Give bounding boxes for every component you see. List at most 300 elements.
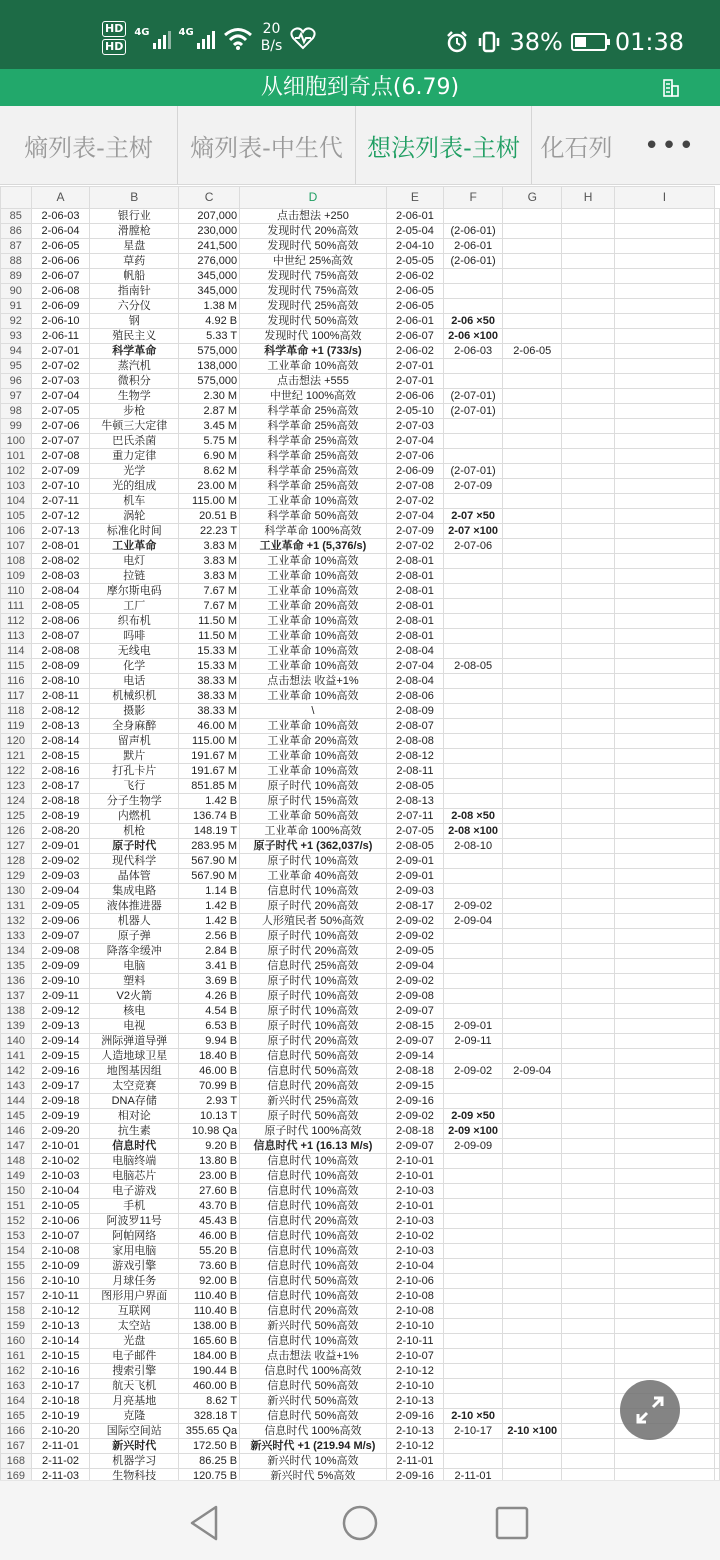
row-number[interactable]: 115 [1, 659, 32, 674]
cell-i[interactable] [614, 449, 714, 464]
cell-c[interactable]: 3.83 M [179, 539, 240, 554]
cell-b[interactable]: 重力定律 [90, 449, 179, 464]
cell-c[interactable]: 110.40 B [179, 1289, 240, 1304]
cell-h[interactable] [562, 1049, 614, 1064]
cell-empty[interactable] [715, 1469, 720, 1481]
cell-d[interactable]: 工业革命 10%高效 [240, 644, 387, 659]
cell-a[interactable]: 2-08-09 [31, 659, 90, 674]
cell-a[interactable]: 2-08-17 [31, 779, 90, 794]
cell-b[interactable]: 图形用户界面 [90, 1289, 179, 1304]
cell-h[interactable] [562, 1169, 614, 1184]
cell-g[interactable] [503, 479, 562, 494]
cell-c[interactable]: 3.83 M [179, 569, 240, 584]
cell-b[interactable]: 科学革命 [90, 344, 179, 359]
cell-a[interactable]: 2-07-04 [31, 389, 90, 404]
row-number[interactable]: 119 [1, 719, 32, 734]
table-row[interactable] [1, 1439, 720, 1454]
row-number[interactable]: 153 [1, 1229, 32, 1244]
cell-empty[interactable] [715, 1094, 720, 1109]
table-row[interactable] [1, 989, 720, 1004]
cell-i[interactable] [614, 1469, 714, 1481]
cell-g[interactable] [503, 1109, 562, 1124]
cell-g[interactable] [503, 689, 562, 704]
cell-e[interactable]: 2-08-11 [386, 764, 443, 779]
cell-a[interactable]: 2-10-13 [31, 1319, 90, 1334]
cell-c[interactable]: 575,000 [179, 344, 240, 359]
cell-empty[interactable] [715, 869, 720, 884]
cell-empty[interactable] [715, 1424, 720, 1439]
cell-i[interactable] [614, 869, 714, 884]
cell-h[interactable] [562, 1229, 614, 1244]
row-number[interactable]: 161 [1, 1349, 32, 1364]
cell-f[interactable] [444, 1169, 503, 1184]
tab-entropy-mesozoic[interactable]: 熵列表-中生代 [178, 106, 356, 185]
cell-g[interactable] [503, 269, 562, 284]
cell-f[interactable] [444, 599, 503, 614]
cell-b[interactable]: 电子游戏 [90, 1184, 179, 1199]
table-row[interactable] [1, 1364, 720, 1379]
cell-a[interactable]: 2-07-01 [31, 344, 90, 359]
cell-d[interactable]: 原子时代 15%高效 [240, 794, 387, 809]
cell-a[interactable]: 2-10-18 [31, 1394, 90, 1409]
cell-h[interactable] [562, 329, 614, 344]
cell-i[interactable] [614, 1214, 714, 1229]
table-row[interactable] [1, 644, 720, 659]
cell-e[interactable]: 2-07-09 [386, 524, 443, 539]
cell-g[interactable] [503, 779, 562, 794]
cell-c[interactable]: 191.67 M [179, 749, 240, 764]
cell-e[interactable]: 2-10-01 [386, 1169, 443, 1184]
cell-empty[interactable] [715, 1349, 720, 1364]
cell-e[interactable]: 2-07-03 [386, 419, 443, 434]
cell-a[interactable]: 2-06-03 [31, 209, 90, 224]
cell-empty[interactable] [715, 1229, 720, 1244]
cell-f[interactable]: 2-10-17 [444, 1424, 503, 1439]
cell-f[interactable] [444, 959, 503, 974]
cell-c[interactable]: 165.60 B [179, 1334, 240, 1349]
cell-h[interactable] [562, 944, 614, 959]
cell-i[interactable] [614, 1229, 714, 1244]
cell-g[interactable] [503, 509, 562, 524]
cell-d[interactable]: 原子时代 10%高效 [240, 929, 387, 944]
cell-a[interactable]: 2-07-11 [31, 494, 90, 509]
cell-c[interactable]: 3.69 B [179, 974, 240, 989]
row-number[interactable]: 92 [1, 314, 32, 329]
cell-c[interactable]: 6.90 M [179, 449, 240, 464]
cell-b[interactable]: 电子邮件 [90, 1349, 179, 1364]
cell-i[interactable] [614, 689, 714, 704]
cell-h[interactable] [562, 1469, 614, 1481]
table-row[interactable] [1, 1109, 720, 1124]
row-number[interactable]: 90 [1, 284, 32, 299]
cell-d[interactable]: 工业革命 50%高效 [240, 809, 387, 824]
cell-g[interactable] [503, 1214, 562, 1229]
cell-a[interactable]: 2-08-12 [31, 704, 90, 719]
table-row[interactable] [1, 1004, 720, 1019]
cell-g[interactable] [503, 299, 562, 314]
cell-b[interactable]: 机械织机 [90, 689, 179, 704]
cell-empty[interactable] [715, 944, 720, 959]
cell-a[interactable]: 2-09-16 [31, 1064, 90, 1079]
cell-f[interactable] [444, 584, 503, 599]
table-row[interactable] [1, 839, 720, 854]
cell-h[interactable] [562, 929, 614, 944]
column-header[interactable]: F [444, 187, 503, 209]
cell-a[interactable]: 2-10-04 [31, 1184, 90, 1199]
cell-g[interactable] [503, 944, 562, 959]
cell-b[interactable]: 标准化时间 [90, 524, 179, 539]
cell-h[interactable] [562, 764, 614, 779]
table-row[interactable] [1, 1019, 720, 1034]
cell-d[interactable]: 原子时代 50%高效 [240, 1109, 387, 1124]
cell-empty[interactable] [715, 644, 720, 659]
cell-i[interactable] [614, 1244, 714, 1259]
cell-a[interactable]: 2-10-12 [31, 1304, 90, 1319]
cell-d[interactable]: 中世纪 100%高效 [240, 389, 387, 404]
expand-button[interactable] [620, 1380, 680, 1440]
row-number[interactable]: 160 [1, 1334, 32, 1349]
cell-i[interactable] [614, 779, 714, 794]
row-number[interactable]: 157 [1, 1289, 32, 1304]
cell-d[interactable]: 发现时代 75%高效 [240, 269, 387, 284]
cell-c[interactable]: 115.00 M [179, 734, 240, 749]
cell-i[interactable] [614, 1289, 714, 1304]
cell-d[interactable]: 信息时代 20%高效 [240, 1079, 387, 1094]
table-row[interactable] [1, 329, 720, 344]
cell-b[interactable]: 电脑芯片 [90, 1169, 179, 1184]
cell-h[interactable] [562, 974, 614, 989]
cell-c[interactable]: 20.51 B [179, 509, 240, 524]
cell-i[interactable] [614, 1094, 714, 1109]
cell-b[interactable]: 核电 [90, 1004, 179, 1019]
cell-b[interactable]: 钢 [90, 314, 179, 329]
cell-e[interactable]: 2-09-01 [386, 854, 443, 869]
cell-f[interactable] [444, 674, 503, 689]
cell-f[interactable]: 2-07 ×50 [444, 509, 503, 524]
cell-h[interactable] [562, 959, 614, 974]
cell-f[interactable]: 2-11-01 [444, 1469, 503, 1481]
cell-e[interactable]: 2-07-11 [386, 809, 443, 824]
cell-i[interactable] [614, 989, 714, 1004]
cell-d[interactable]: 原子时代 10%高效 [240, 854, 387, 869]
cell-b[interactable]: 游戏引擎 [90, 1259, 179, 1274]
table-row[interactable] [1, 1139, 720, 1154]
table-row[interactable] [1, 569, 720, 584]
cell-a[interactable]: 2-08-10 [31, 674, 90, 689]
table-row[interactable] [1, 1304, 720, 1319]
cell-e[interactable]: 2-07-01 [386, 374, 443, 389]
cell-i[interactable] [614, 539, 714, 554]
cell-d[interactable]: 科学革命 25%高效 [240, 404, 387, 419]
cell-g[interactable] [503, 794, 562, 809]
cell-b[interactable]: 电脑终端 [90, 1154, 179, 1169]
cell-g[interactable] [503, 599, 562, 614]
cell-f[interactable]: 2-09-04 [444, 914, 503, 929]
cell-d[interactable]: 科学革命 25%高效 [240, 434, 387, 449]
cell-empty[interactable] [715, 989, 720, 1004]
cell-e[interactable]: 2-08-04 [386, 674, 443, 689]
row-number[interactable]: 130 [1, 884, 32, 899]
cell-h[interactable] [562, 824, 614, 839]
cell-e[interactable]: 2-10-08 [386, 1289, 443, 1304]
cell-f[interactable] [444, 1334, 503, 1349]
cell-a[interactable]: 2-08-03 [31, 569, 90, 584]
cell-i[interactable] [614, 329, 714, 344]
cell-f[interactable] [444, 764, 503, 779]
cell-c[interactable]: 3.83 M [179, 554, 240, 569]
cell-h[interactable] [562, 1184, 614, 1199]
cell-f[interactable] [444, 209, 503, 224]
cell-d[interactable]: 工业革命 20%高效 [240, 599, 387, 614]
row-number[interactable]: 150 [1, 1184, 32, 1199]
table-row[interactable] [1, 1349, 720, 1364]
cell-c[interactable]: 345,000 [179, 269, 240, 284]
cell-b[interactable]: 无线电 [90, 644, 179, 659]
row-number[interactable]: 147 [1, 1139, 32, 1154]
cell-c[interactable]: 2.84 B [179, 944, 240, 959]
cell-empty[interactable] [715, 359, 720, 374]
cell-b[interactable]: 互联网 [90, 1304, 179, 1319]
cell-d[interactable]: 信息时代 50%高效 [240, 1409, 387, 1424]
cell-g[interactable] [503, 389, 562, 404]
row-number[interactable]: 132 [1, 914, 32, 929]
row-number[interactable]: 165 [1, 1409, 32, 1424]
cell-g[interactable] [503, 674, 562, 689]
cell-a[interactable]: 2-06-08 [31, 284, 90, 299]
cell-c[interactable]: 3.41 B [179, 959, 240, 974]
cell-h[interactable] [562, 284, 614, 299]
cell-d[interactable]: 信息时代 10%高效 [240, 1199, 387, 1214]
row-number[interactable]: 127 [1, 839, 32, 854]
row-number[interactable]: 166 [1, 1424, 32, 1439]
cell-empty[interactable] [715, 344, 720, 359]
table-row[interactable] [1, 404, 720, 419]
cell-empty[interactable] [715, 1034, 720, 1049]
cell-e[interactable]: 2-08-05 [386, 839, 443, 854]
cell-g[interactable] [503, 884, 562, 899]
cell-g[interactable] [503, 404, 562, 419]
cell-e[interactable]: 2-08-01 [386, 569, 443, 584]
cell-c[interactable]: 1.42 B [179, 914, 240, 929]
row-number[interactable]: 89 [1, 269, 32, 284]
cell-i[interactable] [614, 1334, 714, 1349]
cell-c[interactable]: 10.13 T [179, 1109, 240, 1124]
cell-h[interactable] [562, 629, 614, 644]
cell-c[interactable]: 38.33 M [179, 689, 240, 704]
cell-g[interactable] [503, 824, 562, 839]
cell-a[interactable]: 2-09-08 [31, 944, 90, 959]
cell-empty[interactable] [715, 1244, 720, 1259]
row-number[interactable]: 105 [1, 509, 32, 524]
row-number[interactable]: 91 [1, 299, 32, 314]
cell-i[interactable] [614, 704, 714, 719]
cell-b[interactable]: 步枪 [90, 404, 179, 419]
cell-g[interactable] [503, 1229, 562, 1244]
cell-d[interactable]: 原子时代 10%高效 [240, 989, 387, 1004]
cell-d[interactable]: 信息时代 10%高效 [240, 1184, 387, 1199]
row-number[interactable]: 129 [1, 869, 32, 884]
cell-g[interactable] [503, 1304, 562, 1319]
cell-c[interactable]: 23.00 B [179, 1169, 240, 1184]
table-row[interactable] [1, 1154, 720, 1169]
table-row[interactable] [1, 1289, 720, 1304]
cell-empty[interactable] [715, 1259, 720, 1274]
cell-h[interactable] [562, 1019, 614, 1034]
cell-b[interactable]: 家用电脑 [90, 1244, 179, 1259]
cell-f[interactable] [444, 1214, 503, 1229]
cell-i[interactable] [614, 269, 714, 284]
cell-i[interactable] [614, 854, 714, 869]
row-number[interactable]: 121 [1, 749, 32, 764]
cell-a[interactable]: 2-08-06 [31, 614, 90, 629]
cell-b[interactable]: 化学 [90, 659, 179, 674]
cell-i[interactable] [614, 314, 714, 329]
cell-g[interactable]: 2-10 ×100 [503, 1424, 562, 1439]
cell-e[interactable]: 2-09-16 [386, 1094, 443, 1109]
cell-g[interactable] [503, 914, 562, 929]
cell-g[interactable] [503, 329, 562, 344]
cell-i[interactable] [614, 944, 714, 959]
cell-empty[interactable] [715, 539, 720, 554]
cell-a[interactable]: 2-08-05 [31, 599, 90, 614]
cell-c[interactable]: 851.85 M [179, 779, 240, 794]
cell-g[interactable] [503, 1319, 562, 1334]
cell-g[interactable] [503, 1019, 562, 1034]
recents-square-icon[interactable] [492, 1503, 532, 1543]
sheet-grid[interactable] [0, 186, 720, 1480]
cell-empty[interactable] [715, 1214, 720, 1229]
cell-b[interactable]: 涡轮 [90, 509, 179, 524]
cell-c[interactable]: 10.98 Qa [179, 1124, 240, 1139]
tab-entropy-main[interactable]: 熵列表-主树 [0, 106, 178, 185]
cell-i[interactable] [614, 599, 714, 614]
cell-d[interactable]: 信息时代 20%高效 [240, 1214, 387, 1229]
cell-empty[interactable] [715, 314, 720, 329]
cell-i[interactable] [614, 224, 714, 239]
cell-c[interactable]: 110.40 B [179, 1304, 240, 1319]
cell-h[interactable] [562, 584, 614, 599]
cell-g[interactable] [503, 539, 562, 554]
cell-b[interactable]: 阿帕网络 [90, 1229, 179, 1244]
cell-i[interactable] [614, 434, 714, 449]
cell-i[interactable] [614, 824, 714, 839]
cell-e[interactable]: 2-10-03 [386, 1184, 443, 1199]
cell-d[interactable]: 新兴时代 5%高效 [240, 1469, 387, 1481]
cell-c[interactable]: 575,000 [179, 374, 240, 389]
cell-d[interactable]: 工业革命 10%高效 [240, 764, 387, 779]
cell-i[interactable] [614, 1034, 714, 1049]
row-number[interactable]: 104 [1, 494, 32, 509]
cell-i[interactable] [614, 1184, 714, 1199]
cell-c[interactable]: 191.67 M [179, 764, 240, 779]
cell-c[interactable]: 22.23 T [179, 524, 240, 539]
cell-f[interactable] [444, 374, 503, 389]
cell-c[interactable]: 207,000 [179, 209, 240, 224]
cell-f[interactable] [444, 1184, 503, 1199]
table-row[interactable] [1, 554, 720, 569]
cell-b[interactable]: 生物学 [90, 389, 179, 404]
cell-empty[interactable] [715, 674, 720, 689]
column-header[interactable]: G [503, 187, 562, 209]
cell-a[interactable]: 2-08-14 [31, 734, 90, 749]
corner-cell[interactable] [1, 187, 32, 209]
cell-d[interactable]: 工业革命 10%高效 [240, 569, 387, 584]
row-number[interactable]: 158 [1, 1304, 32, 1319]
row-number[interactable]: 149 [1, 1169, 32, 1184]
cell-c[interactable]: 355.65 Qa [179, 1424, 240, 1439]
row-number[interactable]: 99 [1, 419, 32, 434]
cell-empty[interactable] [715, 1364, 720, 1379]
cell-e[interactable]: 2-10-02 [386, 1229, 443, 1244]
row-number[interactable]: 142 [1, 1064, 32, 1079]
cell-c[interactable]: 38.33 M [179, 674, 240, 689]
cell-h[interactable] [562, 569, 614, 584]
cell-f[interactable]: 2-07-09 [444, 479, 503, 494]
cell-g[interactable] [503, 1289, 562, 1304]
cell-b[interactable]: 分子生物学 [90, 794, 179, 809]
cell-a[interactable]: 2-10-05 [31, 1199, 90, 1214]
cell-i[interactable] [614, 1304, 714, 1319]
table-row[interactable] [1, 479, 720, 494]
row-number[interactable]: 168 [1, 1454, 32, 1469]
cell-e[interactable]: 2-08-13 [386, 794, 443, 809]
cell-a[interactable]: 2-08-08 [31, 644, 90, 659]
cell-a[interactable]: 2-09-04 [31, 884, 90, 899]
cell-empty[interactable] [715, 1154, 720, 1169]
cell-g[interactable] [503, 209, 562, 224]
cell-a[interactable]: 2-06-09 [31, 299, 90, 314]
tab-fossil[interactable]: 化石列 [532, 106, 622, 185]
cell-empty[interactable] [715, 569, 720, 584]
cell-h[interactable] [562, 899, 614, 914]
cell-i[interactable] [614, 1274, 714, 1289]
cell-a[interactable]: 2-09-14 [31, 1034, 90, 1049]
cell-h[interactable] [562, 809, 614, 824]
cell-h[interactable] [562, 854, 614, 869]
cell-f[interactable] [444, 1154, 503, 1169]
cell-h[interactable] [562, 884, 614, 899]
cell-e[interactable]: 2-09-15 [386, 1079, 443, 1094]
cell-i[interactable] [614, 839, 714, 854]
cell-h[interactable] [562, 1379, 614, 1394]
row-number[interactable]: 98 [1, 404, 32, 419]
cell-d[interactable]: 信息时代 50%高效 [240, 1064, 387, 1079]
cell-empty[interactable] [715, 959, 720, 974]
cell-g[interactable] [503, 1334, 562, 1349]
cell-i[interactable] [614, 644, 714, 659]
row-number[interactable]: 126 [1, 824, 32, 839]
cell-e[interactable]: 2-06-01 [386, 314, 443, 329]
cell-a[interactable]: 2-09-01 [31, 839, 90, 854]
cell-a[interactable]: 2-09-15 [31, 1049, 90, 1064]
cell-c[interactable]: 9.20 B [179, 1139, 240, 1154]
table-row[interactable] [1, 419, 720, 434]
cell-a[interactable]: 2-10-15 [31, 1349, 90, 1364]
cell-e[interactable]: 2-09-08 [386, 989, 443, 1004]
table-row[interactable] [1, 854, 720, 869]
cell-c[interactable]: 136.74 B [179, 809, 240, 824]
cell-h[interactable] [562, 1199, 614, 1214]
cell-d[interactable]: 工业革命 10%高效 [240, 554, 387, 569]
cell-c[interactable]: 46.00 B [179, 1229, 240, 1244]
cell-g[interactable] [503, 1349, 562, 1364]
row-number[interactable]: 155 [1, 1259, 32, 1274]
cell-i[interactable] [614, 1109, 714, 1124]
cell-i[interactable] [614, 809, 714, 824]
row-number[interactable]: 163 [1, 1379, 32, 1394]
cell-a[interactable]: 2-07-05 [31, 404, 90, 419]
row-number[interactable]: 94 [1, 344, 32, 359]
